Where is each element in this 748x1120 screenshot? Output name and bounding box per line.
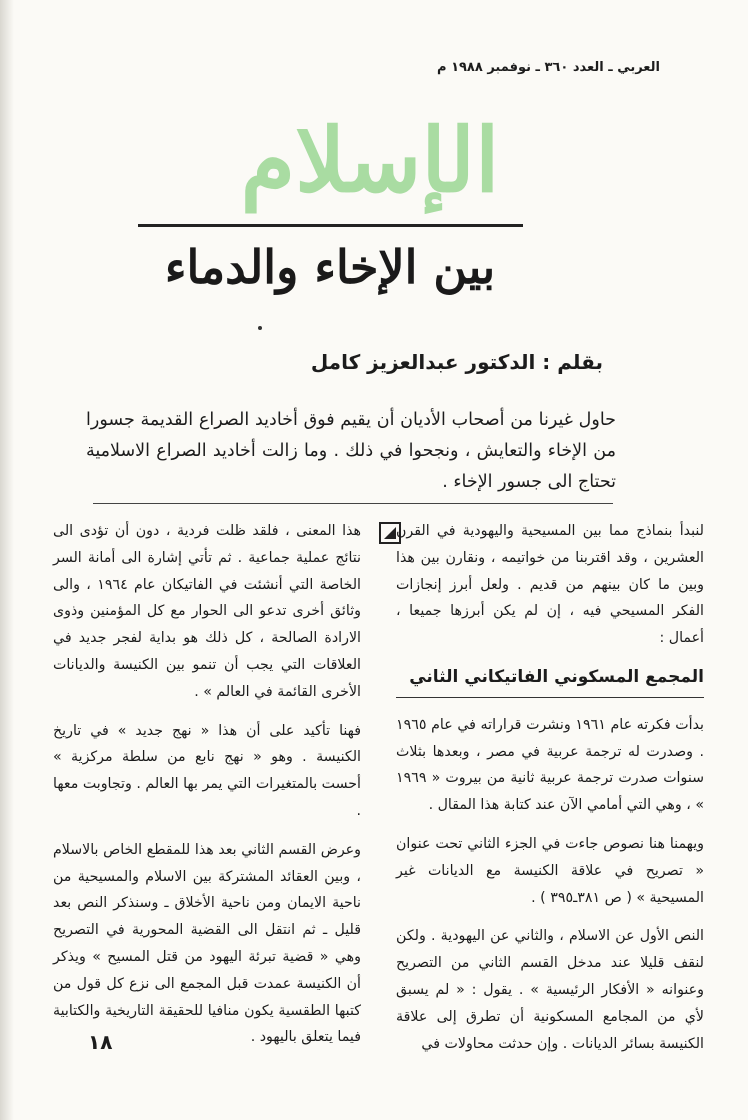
section-heading: المجمع المسكوني الفاتيكاني الثاني xyxy=(396,664,704,698)
article-start-icon-glyph xyxy=(384,527,396,539)
paragraph: لنبدأ بنماذج مما بين المسيحية واليهودية في القرن العشرين ، وقد اقتربنا من خواتيمه ، ونقارن بين هذا وبين ما كان بينهم من قديم . ولعل أبرز إنجازات الفكر المسيحي فيه ، إن لم يكن أبرزها جميعا ، أعمال : xyxy=(396,523,704,647)
title-block xyxy=(210,96,530,231)
paragraph: فهنا تأكيد على أن هذا « نهج جديد » في تاريخ الكنيسة . وهو « نهج نابع من سلطة مركزية » أحست بالمتغيرات التي يمر بها العالم . وتجاوبت معها . xyxy=(53,722,361,819)
right-column xyxy=(396,518,704,1069)
article-title: الإسلام xyxy=(240,108,500,212)
intro-rule xyxy=(93,503,613,504)
ornament-dot xyxy=(258,326,262,330)
paragraph: النص الأول عن الاسلام ، والثاني عن اليهودية . ولكن لنقف قليلا عند مدخل القسم الثاني من التصريح وعنوانه « الأفكار الرئيسية » . يقول : « لم يسبق لأي من المجامع المسكونية أن تطرق إلى علاقة الكنيسة بسائر الديانات . وإن حدثت محاولات في xyxy=(396,928,704,1052)
paragraph: بدأت فكرته عام ١٩٦١ ونشرت قراراته في عام ١٩٦٥ . وصدرت له ترجمة عربية في مصر ، وبعدها بثلاث سنوات صدرت ترجمة عربية ثانية من بيروت « ١٩٦٩ » ، وهي التي أمامي الآن عند كتابة هذا المقال . xyxy=(396,716,704,814)
byline: بقلم : الدكتور عبدالعزيز كامل xyxy=(310,350,603,374)
page-number: ١٨ xyxy=(88,1030,113,1054)
intro-standfirst: حاول غيرنا من أصحاب الأديان أن يقيم فوق أخاديد الصراع القديمة جسورا من الإخاء والتعايش ، ونجحوا في ذلك . وما زالت أخاديد الصراع الاسلامية تحتاج الى جسور الإخاء . xyxy=(86,410,616,492)
article-subtitle: بين الإخاء والدماء xyxy=(164,240,496,294)
scan-edge-shadow xyxy=(0,0,14,1120)
title-rule xyxy=(138,224,523,227)
paragraph: هذا المعنى ، فلقد ظلت فردية ، دون أن تؤدى الى نتائج عملية جماعية . ثم تأتي إشارة الى أمانة السر الخاصة التي أنشئت في الفاتيكان عام ١٩٦٤ ، والى وثائق أخرى تدعو الى الحوار مع كل المؤمنين وذوى الارادة الصالحة ، كل ذلك هو بداية لفجر جديد في العلاقات التي يجب أن تنمو بين الكنيسة والديانات الأخرى القائمة في العالم » . xyxy=(53,523,361,700)
left-column xyxy=(53,518,361,1063)
paragraph: ويهمنا هنا نصوص جاءت في الجزء الثاني تحت عنوان « تصريح في علاقة الكنيسة مع الديانات غير المسيحية » ( ص ٣٨١ـ٣٩٥ ) . xyxy=(396,835,704,906)
paragraph: وعرض القسم الثاني بعد هذا للمقطع الخاص بالاسلام ، وبين العقائد المشتركة بين الاسلام والمسيحية من ناحية الايمان ومن ناحية الأخلاق ـ وسنذكر النص بعد قليل ـ ثم انتقل الى القضية المحورية في التصريح وهي « قضية تبرئة اليهود من قتل المسيح » ويذكر أن الكنيسة عمدت قبل المجمع الى نزع كل قول من كتبها الطقسية يكون منافيا للحقيقة التاريخية والكتابية فيما يتعلق باليهود . xyxy=(53,841,361,1046)
running-head: العربي ـ العدد ٣٦٠ ـ نوفمبر ١٩٨٨ م xyxy=(437,60,660,75)
